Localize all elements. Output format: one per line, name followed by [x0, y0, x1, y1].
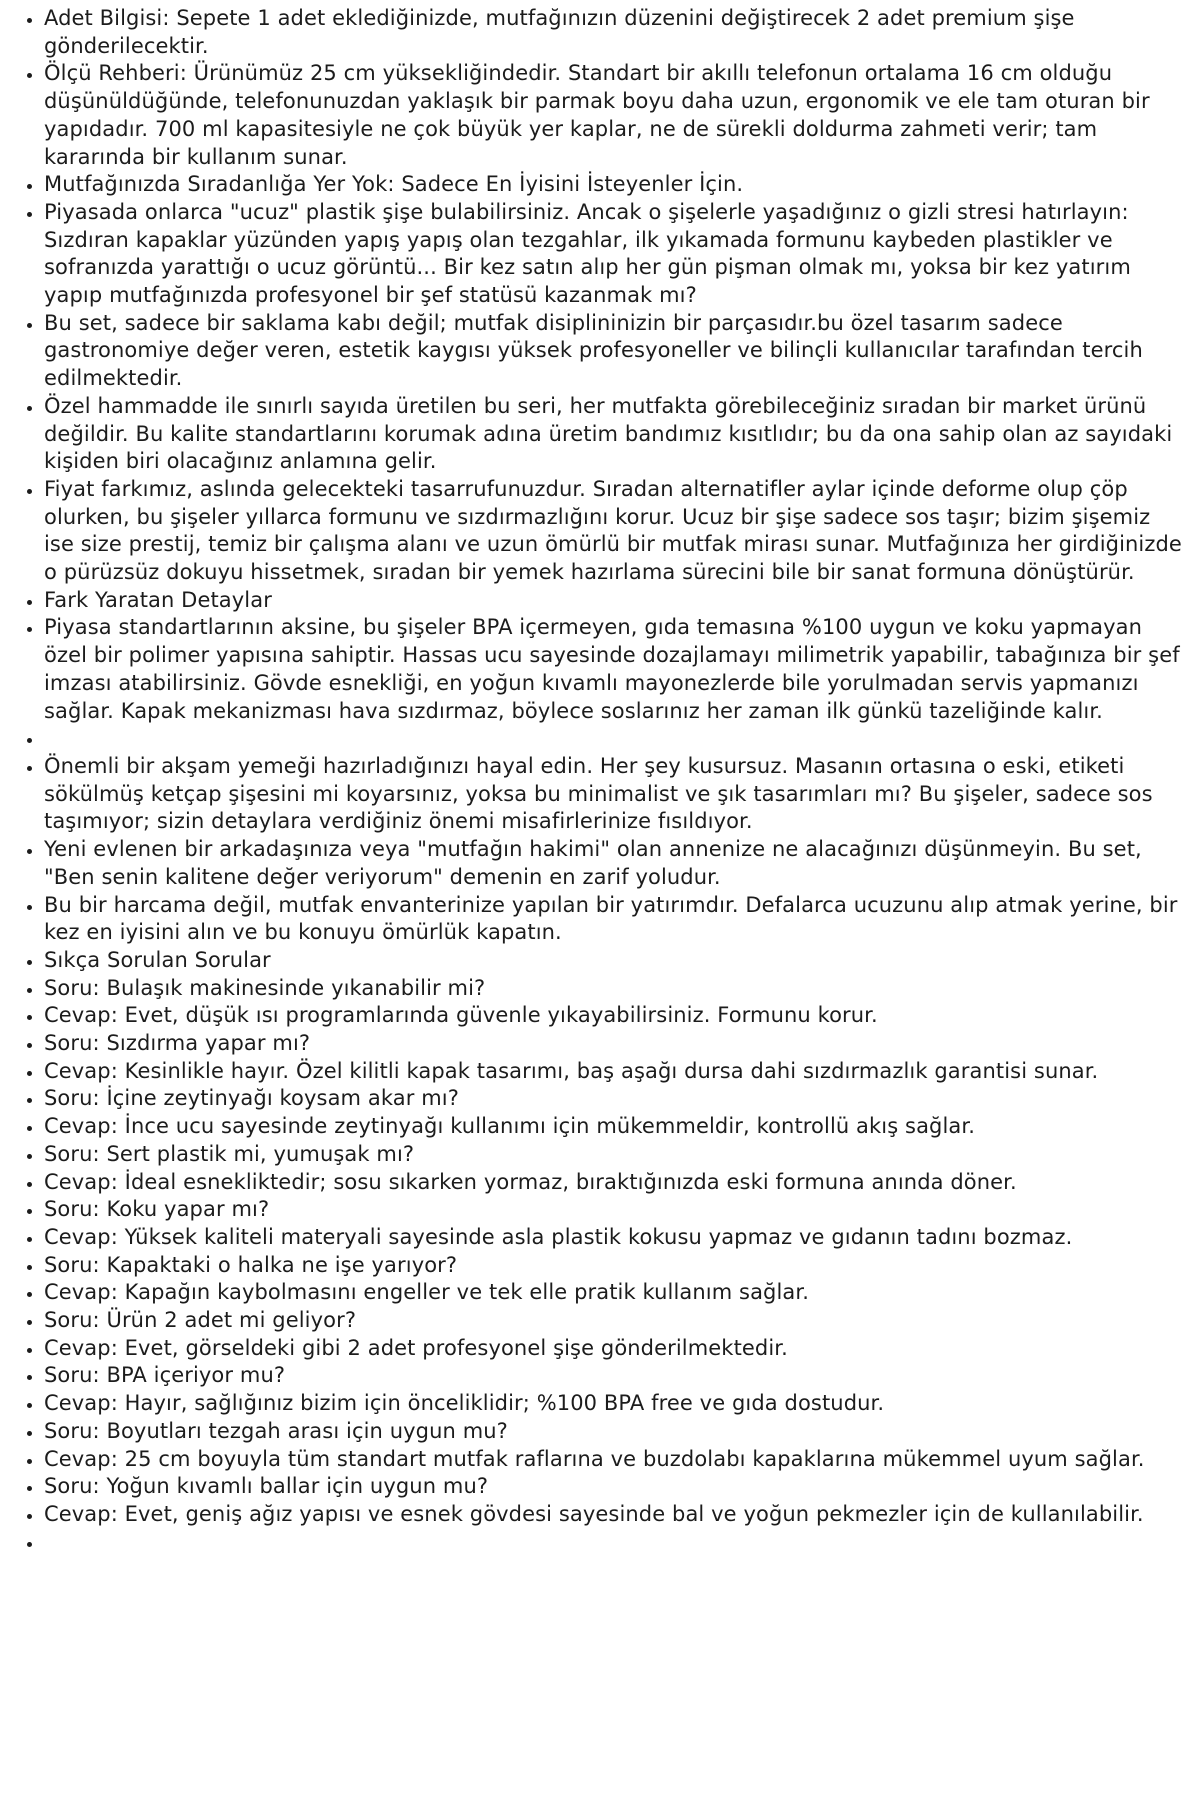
- list-item: • Cevap: İdeal esnekliktedir; sosu sıkarken yormaz, bıraktığınızda eski formuna anında döner.: [44, 1169, 1186, 1197]
- list-item: • Cevap: Evet, düşük ısı programlarında güvenle yıkayabilirsiniz. Formunu korur.: [44, 1002, 1186, 1030]
- list-item: • Cevap: İnce ucu sayesinde zeytinyağı kullanımı için mükemmeldir, kontrollü akış sağlar.: [44, 1113, 1186, 1141]
- list-item-empty: [44, 1529, 1186, 1557]
- list-item: • Cevap: Kapağın kaybolmasını engeller ve tek elle pratik kullanım sağlar.: [44, 1279, 1186, 1307]
- list-item: • Soru: Sızdırma yapar mı?: [44, 1030, 1186, 1058]
- list-item: • Piyasa standartlarının aksine, bu şişeler BPA içermeyen, gıda temasına %100 uygun ve koku yapmayan özel bir polimer yapısına sahiptir. Hassas ucu sayesinde dozajlamayı milimetrik yapabilir, tabağınıza bir şef imzası atabilirsiniz. Gövde esnekliği, en yoğun kıvamlı mayonezlerde bile yorulmadan servis yapmanızı sağlar. Kapak mekanizması hava sızdırmaz, böylece soslarınız her zaman ilk günkü tazeliğinde kalır.: [44, 614, 1186, 725]
- list-item: • Yeni evlenen bir arkadaşınıza veya "mutfağın hakimi" olan annenize ne alacağınızı düşünmeyin. Bu set, "Ben senin kalitene değer veriyorum" demenin en zarif yoludur.: [44, 836, 1186, 891]
- list-item: • Fark Yaratan Detaylar: [44, 587, 1186, 615]
- list-item-empty: [44, 725, 1186, 753]
- list-item: • Bu bir harcama değil, mutfak envanterinize yapılan bir yatırımdır. Defalarca ucuzunu alıp atmak yerine, bir kez en iyisini alın ve bu konuyu ömürlük kapatın.: [44, 892, 1186, 947]
- list-item: • Soru: Sert plastik mi, yumuşak mı?: [44, 1141, 1186, 1169]
- list-item: • Fiyat farkımız, aslında gelecekteki tasarrufunuzdur. Sıradan alternatifler aylar içinde deforme olup çöp olurken, bu şişeler yıllarca formunu ve sızdırmazlığını korur. Ucuz bir şişe sadece sos taşır; bizim şişemiz ise size prestij, temiz bir çalışma alanı ve uzun ömürlü bir mutfak mirası sunar. Mutfağınıza her girdiğinizde o pürüzsüz dokuyu hissetmek, sıradan bir yemek hazırlama sürecini bile bir sanat formuna dönüştürür.: [44, 476, 1186, 587]
- list-item: • Soru: Kapaktaki o halka ne işe yarıyor?: [44, 1252, 1186, 1280]
- list-item: • Soru: İçine zeytinyağı koysam akar mı?: [44, 1085, 1186, 1113]
- list-item: • Özel hammadde ile sınırlı sayıda üretilen bu seri, her mutfakta görebileceğiniz sıradan bir market ürünü değildir. Bu kalite standartlarını korumak adına üretim bandımız kısıtlıdır; bu da ona sahip olan az sayıdaki kişiden biri olacağınız anlamına gelir.: [44, 393, 1186, 476]
- list-item: • Soru: Yoğun kıvamlı ballar için uygun mu?: [44, 1473, 1186, 1501]
- list-item: • Soru: Ürün 2 adet mi geliyor?: [44, 1307, 1186, 1335]
- list-item: • Cevap: Yüksek kaliteli materyali sayesinde asla plastik kokusu yapmaz ve gıdanın tadını bozmaz.: [44, 1224, 1186, 1252]
- list-item: • Mutfağınızda Sıradanlığa Yer Yok: Sadece En İyisini İsteyenler İçin.: [44, 171, 1186, 199]
- list-item: • Sıkça Sorulan Sorular: [44, 947, 1186, 975]
- list-item: • Soru: Koku yapar mı?: [44, 1196, 1186, 1224]
- list-item: • Cevap: Kesinlikle hayır. Özel kilitli kapak tasarımı, baş aşağı dursa dahi sızdırmazlık garantisi sunar.: [44, 1058, 1186, 1086]
- list-item: • Soru: Bulaşık makinesinde yıkanabilir mi?: [44, 975, 1186, 1003]
- list-item: • Ölçü Rehberi: Ürünümüz 25 cm yüksekliğindedir. Standart bir akıllı telefonun ortalama 16 cm olduğu düşünüldüğünde, telefonunuzdan yaklaşık bir parmak boyu daha uzun, ergonomik ve ele tam oturan bir yapıdadır. 700 ml kapasitesiyle ne çok büyük yer kaplar, ne de sürekli doldurma zahmeti verir; tam kararında bir kullanım sunar.: [44, 60, 1186, 171]
- list-item: • Soru: Boyutları tezgah arası için uygun mu?: [44, 1418, 1186, 1446]
- list-item: • Cevap: Evet, geniş ağız yapısı ve esnek gövdesi sayesinde bal ve yoğun pekmezler için de kullanılabilir.: [44, 1501, 1186, 1529]
- list-item: • Piyasada onlarca "ucuz" plastik şişe bulabilirsiniz. Ancak o şişelerle yaşadığınız o gizli stresi hatırlayın: Sızdıran kapaklar yüzünden yapış yapış olan tezgahlar, ilk yıkamada formunu kaybeden plastikler ve sofranızda yarattığı o ucuz görüntü... Bir kez satın alıp her gün pişman olmak mı, yoksa bir kez yatırım yapıp mutfağınızda profesyonel bir şef statüsü kazanmak mı?: [44, 199, 1186, 310]
- list-item: • Cevap: Hayır, sağlığınız bizim için önceliklidir; %100 BPA free ve gıda dostudur.: [44, 1390, 1186, 1418]
- list-item: • Soru: BPA içeriyor mu?: [44, 1362, 1186, 1390]
- list-item: • Önemli bir akşam yemeği hazırladığınızı hayal edin. Her şey kusursuz. Masanın ortasına o eski, etiketi sökülmüş ketçap şişesini mi koyarsınız, yoksa bu minimalist ve şık tasarımları mı? Bu şişeler, sadece sos taşımıyor; sizin detaylara verdiğiniz önemi misafirlerinize fısıldıyor.: [44, 753, 1186, 836]
- list-item: • Cevap: Evet, görseldeki gibi 2 adet profesyonel şişe gönderilmektedir.: [44, 1335, 1186, 1363]
- list-item: • Bu set, sadece bir saklama kabı değil; mutfak disiplininizin bir parçasıdır.bu özel tasarım sadece gastronomiye değer veren, estetik kaygısı yüksek profesyoneller ve bilinçli kullanıcılar tarafından tercih edilmektedir.: [44, 310, 1186, 393]
- list-item: • Adet Bilgisi: Sepete 1 adet eklediğinizde, mutfağınızın düzenini değiştirecek 2 adet premium şişe gönderilecektir.: [44, 5, 1186, 60]
- list-item: • Cevap: 25 cm boyuyla tüm standart mutfak raflarına ve buzdolabı kapaklarına mükemmel uyum sağlar.: [44, 1446, 1186, 1474]
